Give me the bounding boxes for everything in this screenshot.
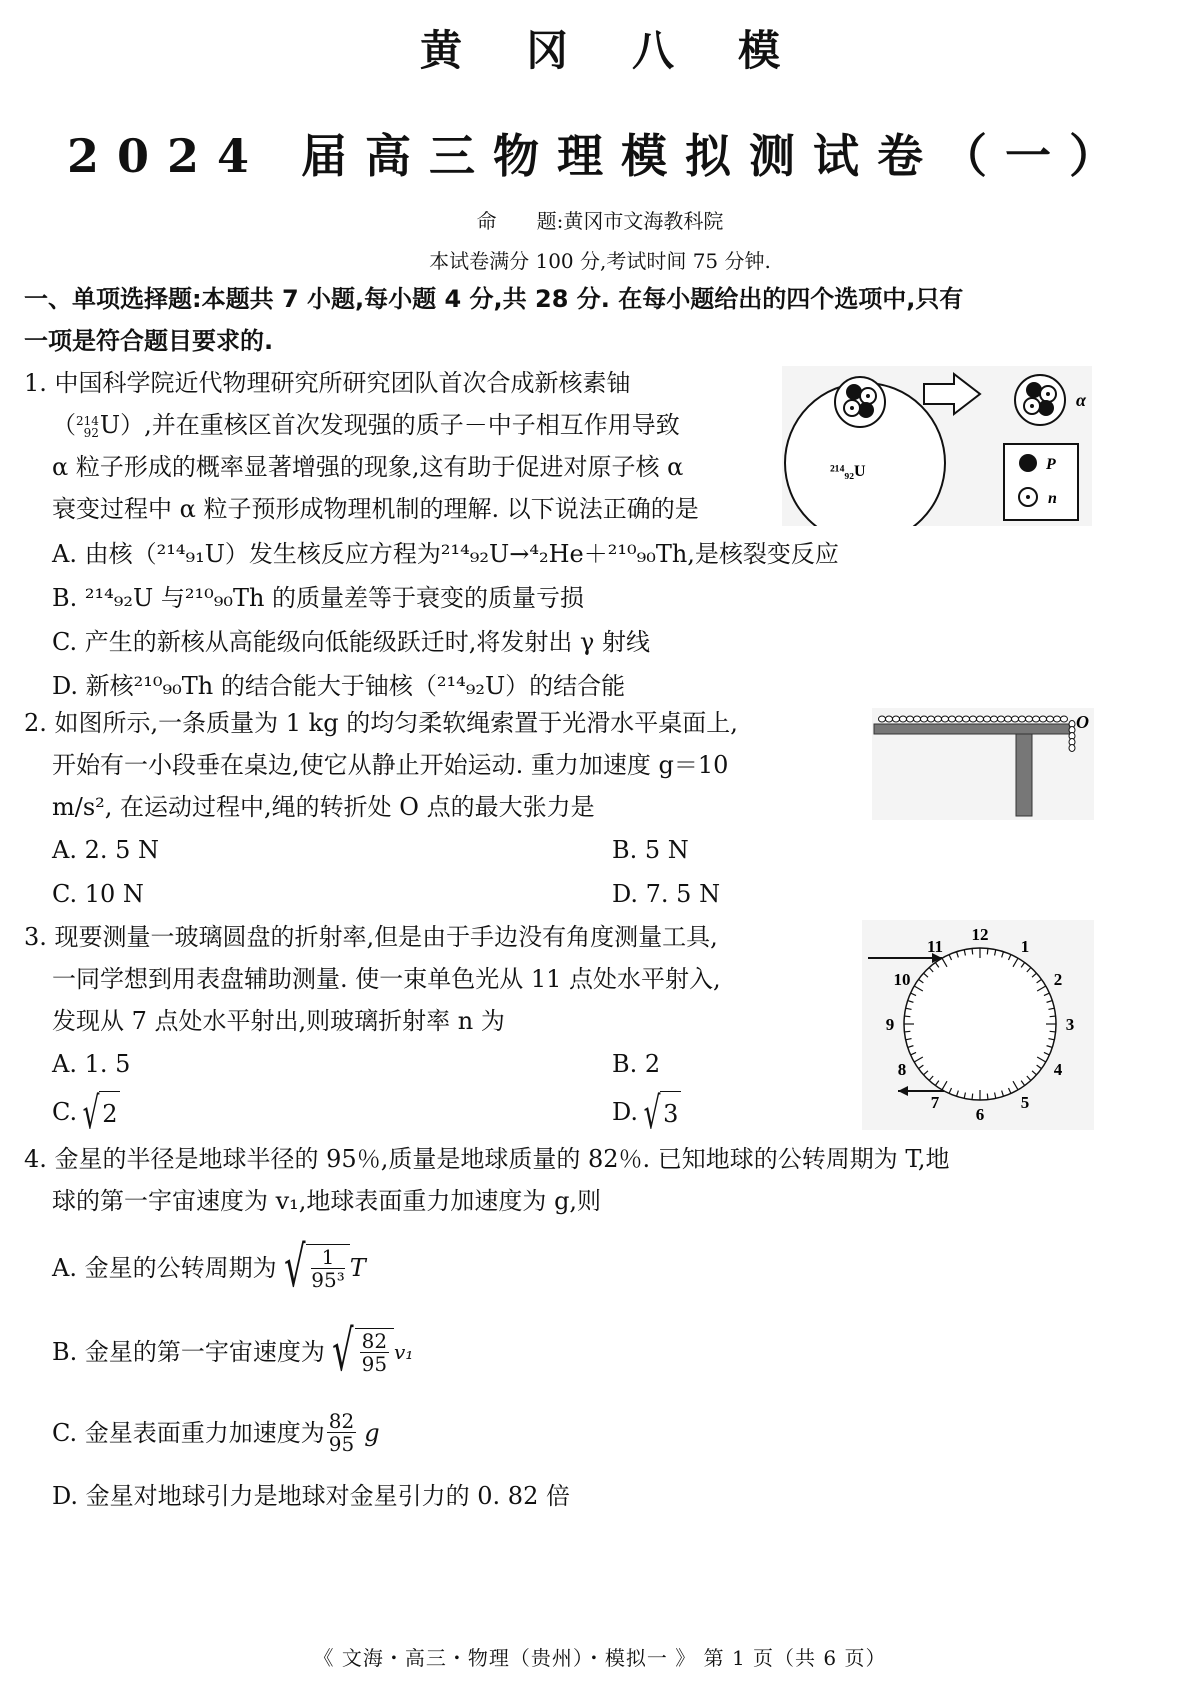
rope-link	[1040, 716, 1047, 722]
sqrt-symbol: √ 2	[77, 1091, 120, 1136]
section-heading-line2: 一项是符合题目要求的.	[24, 327, 274, 355]
exam-series-title: 黄冈八模	[419, 26, 844, 75]
q1-line3: α 粒子形成的概率显著增强的现象,这有助于促进对原子核 α	[52, 453, 684, 481]
q4-option-a[interactable]	[52, 1234, 366, 1300]
sqrt-symbol: √ $\frac{82}{95}$	[325, 1328, 394, 1375]
clock-tick	[972, 948, 973, 954]
clock-number: 4	[1053, 1060, 1063, 1079]
rope-link	[998, 716, 1005, 722]
clock-tick	[1050, 1031, 1056, 1032]
q3-option-d[interactable]	[612, 1087, 681, 1139]
q1-line2-text: U）,并在重核区首次发现强的质子－中子相互作用导致	[99, 411, 680, 439]
fraction-numerator: 82	[361, 1329, 388, 1353]
rope-link	[1019, 716, 1026, 722]
q2-line3: m/s², 在运动过程中,绳的转折处 O 点的最大张力是	[52, 793, 595, 821]
proton-icon	[1019, 454, 1037, 472]
table-leg	[1016, 734, 1032, 816]
alpha-particle-icon	[1015, 375, 1065, 425]
rope-link	[1012, 716, 1019, 722]
rope-link	[970, 716, 977, 722]
legend-box	[1004, 444, 1078, 520]
q3-option-d-value: 3	[660, 1091, 681, 1136]
rope-link	[900, 716, 907, 722]
clock-figure	[862, 920, 1094, 1130]
rope-link	[1005, 716, 1012, 722]
q3-option-c-value: 2	[99, 1091, 120, 1136]
rope-link	[914, 716, 921, 722]
clock-number: 2	[1053, 970, 1063, 989]
rope-link	[1033, 716, 1040, 722]
q4-option-b-label: B. 金星的第一宇宙速度为	[52, 1337, 325, 1366]
q4-option-c[interactable]	[52, 1410, 380, 1455]
rope-link	[1069, 745, 1075, 752]
q2-line2: 开始有一小段垂在桌边,使它从静止开始运动. 重力加速度 g＝10	[52, 751, 729, 779]
q1-line2	[24, 404, 784, 446]
rope-link	[879, 716, 886, 722]
q2-option-c[interactable]: C. 10 N	[52, 880, 144, 908]
clock-number: 8	[897, 1060, 907, 1079]
question-4-stem	[24, 1138, 1184, 1222]
rope-table-figure	[872, 708, 1094, 820]
rope-link	[1047, 716, 1054, 722]
clock-number: 3	[1065, 1015, 1075, 1034]
clock-number: 6	[975, 1105, 985, 1124]
fraction-denominator: 95	[328, 1432, 355, 1456]
q4-line2: 球的第一宇宙速度为 v₁,地球表面重力加速度为 g,则	[52, 1187, 602, 1215]
nucleus-label: ²¹⁴₉₂U	[830, 463, 866, 480]
clock-number: 5	[1020, 1092, 1030, 1112]
q1-line1: 1. 中国科学院近代物理研究所研究团队首次合成新核素铀	[24, 369, 631, 397]
fraction-denominator: 95³	[311, 1268, 345, 1292]
q4-option-d[interactable]: D. 金星对地球引力是地球对金星引力的 0. 82 倍	[52, 1482, 570, 1510]
q3-line1: 3. 现要测量一玻璃圆盘的折射率,但是由于手边没有角度测量工具,	[24, 923, 718, 951]
question-2-stem	[24, 702, 864, 828]
page-title: 2024 届高三物理模拟测试卷（一）	[66, 129, 1134, 183]
rope-link	[963, 716, 970, 722]
rope-link	[977, 716, 984, 722]
question-1-stem	[24, 362, 784, 530]
q2-line1: 2. 如图所示,一条质量为 1 kg 的均匀柔软绳索置于光滑水平桌面上,	[24, 709, 738, 737]
rope-link	[956, 716, 963, 722]
q4-option-c-label: C. 金星表面重力加速度为	[52, 1418, 325, 1447]
section-heading	[24, 278, 1184, 362]
q2-option-d[interactable]: D. 7. 5 N	[612, 880, 721, 908]
sqrt-symbol: √ $\frac{1}{\text{95³}}$	[277, 1244, 350, 1291]
clock-number: 10	[893, 970, 911, 989]
neutron-label: n	[1048, 490, 1057, 507]
alpha-decay-figure	[782, 366, 1092, 526]
rope-link	[893, 716, 900, 722]
clock-tick	[987, 948, 988, 954]
q3-option-a[interactable]: A. 1. 5	[52, 1050, 131, 1078]
exam-info: 本试卷满分 100 分,考试时间 75 分钟.	[429, 249, 771, 273]
rope-link	[935, 716, 942, 722]
clock-number: 12	[971, 925, 989, 944]
clock-number: 1	[1020, 937, 1030, 957]
question-3-stem	[24, 916, 864, 1042]
fraction-numerator: 82	[328, 1409, 355, 1433]
q1-option-d[interactable]: D. 新核²¹⁰₉₀Th 的结合能大于铀核（²¹⁴₉₂U）的结合能	[52, 672, 626, 700]
q3-option-b[interactable]: B. 2	[612, 1050, 661, 1078]
rope-link	[921, 716, 928, 722]
q1-option-a[interactable]: A. 由核（²¹⁴₉₁U）发生核反应方程为²¹⁴₉₂U→⁴₂He＋²¹⁰₉₀Th,是核裂变反应	[52, 540, 839, 568]
period-symbol: T	[349, 1253, 366, 1282]
page-footer: 《 文海・高三・物理（贵州）・模拟一 》 第 1 页（共 6 页）	[313, 1646, 887, 1670]
rope-link	[928, 716, 935, 722]
gravity-symbol: g	[364, 1418, 380, 1447]
rope-link	[991, 716, 998, 722]
clock-tick	[972, 1094, 973, 1100]
fraction-denominator: 95	[361, 1352, 388, 1376]
q3-option-c-label: C.	[52, 1098, 78, 1126]
q3-line3: 发现从 7 点处水平射出,则玻璃折射率 n 为	[52, 1007, 505, 1035]
q3-line2: 一同学想到用表盘辅助测量. 使一束单色光从 11 点处水平射入,	[52, 965, 721, 993]
rope-link	[942, 716, 949, 722]
q1-line4: 衰变过程中 α 粒子预形成物理机制的理解. 以下说法正确的是	[52, 495, 699, 523]
clock-tick	[1050, 1016, 1056, 1017]
velocity-symbol: v₁	[394, 1339, 414, 1364]
table-top	[874, 724, 1070, 734]
q2-option-b[interactable]: B. 5 N	[612, 836, 689, 864]
rope-link	[907, 716, 914, 722]
q1-option-c[interactable]: C. 产生的新核从高能级向低能级跃迁时,将发射出 γ 射线	[52, 628, 650, 656]
sqrt-symbol: √ 3	[638, 1091, 681, 1136]
clock-number: 11	[926, 937, 944, 957]
clock-circle	[904, 948, 1056, 1100]
rope-link	[984, 716, 991, 722]
nuclide-u214: 214 92	[76, 413, 99, 440]
proton-label: P	[1046, 456, 1056, 473]
clock-number: 9	[885, 1015, 895, 1034]
alpha-cluster-icon	[835, 377, 885, 427]
fraction-numerator: 1	[311, 1246, 344, 1269]
alpha-label: α	[1076, 390, 1086, 410]
rope-link	[949, 716, 956, 722]
q1-paren: （	[52, 411, 76, 439]
q4-option-a-label: A. 金星的公转周期为	[52, 1253, 277, 1282]
rope-link	[886, 716, 893, 722]
clock-face	[904, 948, 1056, 1100]
q4-line1: 4. 金星的半径是地球半径的 95％,质量是地球质量的 82％. 已知地球的公转周期为 T,地	[24, 1145, 950, 1173]
q1-option-b[interactable]: B. ²¹⁴₉₂U 与²¹⁰₉₀Th 的质量差等于衰变的质量亏损	[52, 584, 585, 612]
q3-option-d-label: D.	[612, 1098, 639, 1126]
section-heading-line1: 一、单项选择题:本题共 7 小题,每小题 4 分,共 28 分. 在每小题给出的四个选项中,只有	[24, 285, 964, 313]
q2-option-a[interactable]: A. 2. 5 N	[52, 836, 160, 864]
point-o-label: O	[1076, 712, 1089, 732]
rope-link	[1061, 716, 1068, 722]
q1-options	[52, 532, 872, 708]
clock-number: 7	[930, 1092, 940, 1112]
rope-link	[1026, 716, 1033, 722]
rope-link	[1054, 716, 1061, 722]
q4-option-b[interactable]	[52, 1318, 414, 1384]
q3-option-c[interactable]	[52, 1087, 120, 1139]
clock-tick	[904, 1016, 910, 1017]
clock-tick	[904, 1031, 910, 1032]
clock-tick	[987, 1094, 988, 1100]
author-line: 命 题:黄冈市文海教科院	[476, 209, 724, 233]
